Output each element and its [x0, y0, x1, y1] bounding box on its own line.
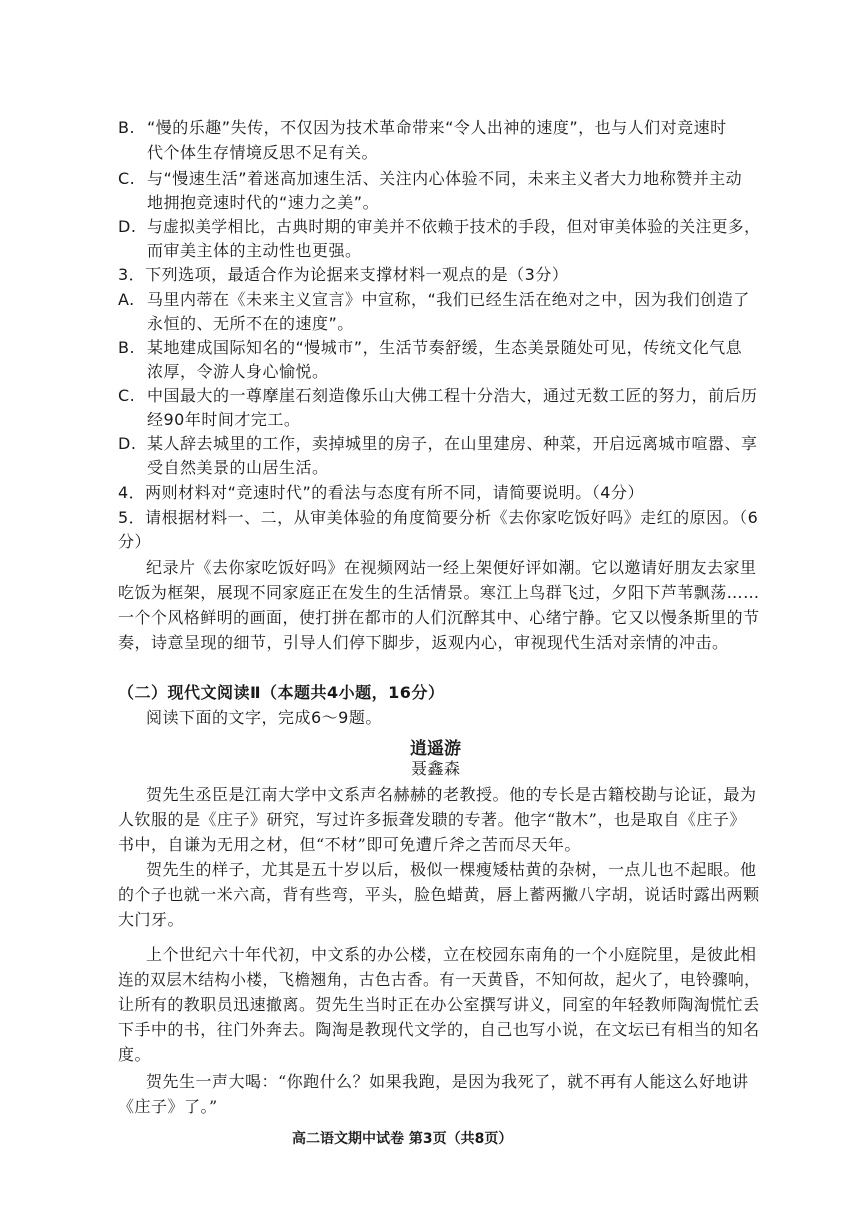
- q2-option-b-label: B.: [118, 118, 136, 137]
- q2-option-d-label: D.: [118, 217, 137, 236]
- q3-stem: 3．下列选项，最适合作为论据来支撑材料一观点的是（3分）: [118, 265, 569, 284]
- q3-option-a-label: A.: [118, 290, 135, 309]
- q2-option-d-line1: 与虚拟美学相比，古典时期的审美并不依赖于技术的手段，但对审美体验的关注更多，: [147, 217, 761, 236]
- q3-option-b-label: B.: [118, 338, 136, 357]
- q5-material-line: 一个个风格鲜明的画面，使打拼在都市的人们沉醉其中、心绪宁静。它又以慢条斯里的节: [118, 608, 760, 627]
- q3-option-a-line1: 马里内蒂在《未来主义宣言》中宣称，“我们已经生活在绝对之中，因为我们创造了: [147, 290, 750, 309]
- q3-option-c-label: C.: [118, 386, 136, 405]
- passage-line: 人钦服的是《庄子》研究，写过许多振聋发聩的专著。他字“散木”，也是取自《庄子》: [118, 810, 746, 829]
- q2-option-c-label: C.: [118, 169, 136, 188]
- q5-material-line: 纪录片《去你家吃饭好吗》在视频网站一经上架便好评如潮。它以邀请好朋友去家里: [146, 558, 757, 577]
- question-4: 4．两则材料对“竞速时代”的看法与态度有所不同，请简要说明。（4分）: [118, 483, 644, 502]
- q3-option-d-line2: 受自然美景的山居生活。: [147, 458, 329, 477]
- q3-option-b-line1: 某地建成国际知名的“慢城市”，生活节奏舒缓，生态美景随处可见，传统文化气息: [147, 338, 743, 357]
- q3-option-d-label: D.: [118, 434, 137, 453]
- q2-option-c-line2: 地拥抱竞速时代的“速力之美”。: [147, 193, 380, 212]
- q5-material-line: 吃饭为框架，展现不同家庭正在发生的生活情景。寒江上鸟群飞过，夕阳下芦苇飘荡……: [118, 583, 760, 602]
- passage-line: 上个世纪六十年代初，中文系的办公楼，立在校园东南角的一个小庭院里，是彼此相: [146, 945, 757, 964]
- q2-option-b-line2: 代个体生存情境反思不足有关。: [147, 143, 379, 162]
- passage-line: 的个子也就一米六高，背有些弯，平头，脸色蜡黄，唇上蓄两撇八字胡，说话时露出两颗: [118, 885, 760, 904]
- passage-line: 连的双层木结构小楼，飞檐翘角，古色古香。有一天黄昏，不知何故，起火了，电铃骤响，: [118, 970, 761, 989]
- passage-line: 度。: [118, 1045, 152, 1064]
- passage-line: 贺先生的样子，尤其是五十岁以后，极似一棵瘦矮枯黄的杂树，一点儿也不起眼。他: [146, 860, 757, 879]
- q2-option-d-line2: 而审美主体的主动性也更强。: [147, 241, 362, 260]
- passage-title: 逍遥游: [410, 739, 461, 759]
- question-5-line2: 分）: [118, 532, 152, 551]
- passage-line: 贺先生丞臣是江南大学中文系声名赫赫的老教授。他的专长是古籍校勘与论证，最为: [146, 785, 757, 804]
- section-instruction: 阅读下面的文字，完成6～9题。: [146, 708, 382, 727]
- passage-author: 聂鑫森: [411, 759, 461, 778]
- passage-line: 大门牙。: [118, 910, 185, 929]
- passage-line: 贺先生一声大喝：“你跑什么？如果我跑，是因为我死了，就不再有人能这么好地讲: [146, 1072, 749, 1091]
- question-5-line1: 5．请根据材料一、二，从审美体验的角度简要分析《去你家吃饭好吗》走红的原因。（6: [118, 508, 759, 527]
- passage-line: 下手中的书，往门外奔去。陶淘是教现代文学的，自己也写小说，在文坛已有相当的知名: [118, 1020, 760, 1039]
- q3-option-c-line2: 经90年时间才完工。: [147, 410, 301, 429]
- q3-option-b-line2: 浓厚，令游人身心愉悦。: [147, 362, 329, 381]
- q2-option-c-line1: 与“慢速生活”着迷高加速生活、关注内心体验不同，未来主义者大力地称赞并主动: [147, 169, 743, 188]
- q3-option-a-line2: 永恒的、无所不在的速度”。: [147, 314, 354, 333]
- q3-option-c-line1: 中国最大的一尊摩崖石刻造像乐山大佛工程十分浩大，通过无数工匠的努力，前后历: [147, 386, 758, 405]
- page-footer: 高二语文期中试卷 第3页（共8页）: [292, 1131, 513, 1147]
- q2-option-b-line1: “慢的乐趣”失传，不仅因为技术革命带来“令人出神的速度”，也与人们对竞速时: [147, 118, 727, 137]
- passage-line: 《庄子》了。”: [118, 1097, 218, 1116]
- section-heading: （二）现代文阅读Ⅱ（本题共4小题，16分）: [118, 683, 445, 702]
- passage-line: 让所有的教职员迅速撤离。贺先生当时正在办公室撰写讲义，同室的年轻教师陶淘慌忙丢: [118, 995, 760, 1014]
- passage-line: 书中，自谦为无用之材，但“不材”即可免遭斤斧之苦而尽天年。: [118, 835, 581, 854]
- q5-material-line: 奏，诗意呈现的细节，引导人们停下脚步，返观内心，审视现代生活对亲情的冲击。: [118, 633, 729, 652]
- q3-option-d-line1: 某人辞去城里的工作，卖掉城里的房子，在山里建房、种菜，开启远离城市喧嚣、享: [147, 434, 758, 453]
